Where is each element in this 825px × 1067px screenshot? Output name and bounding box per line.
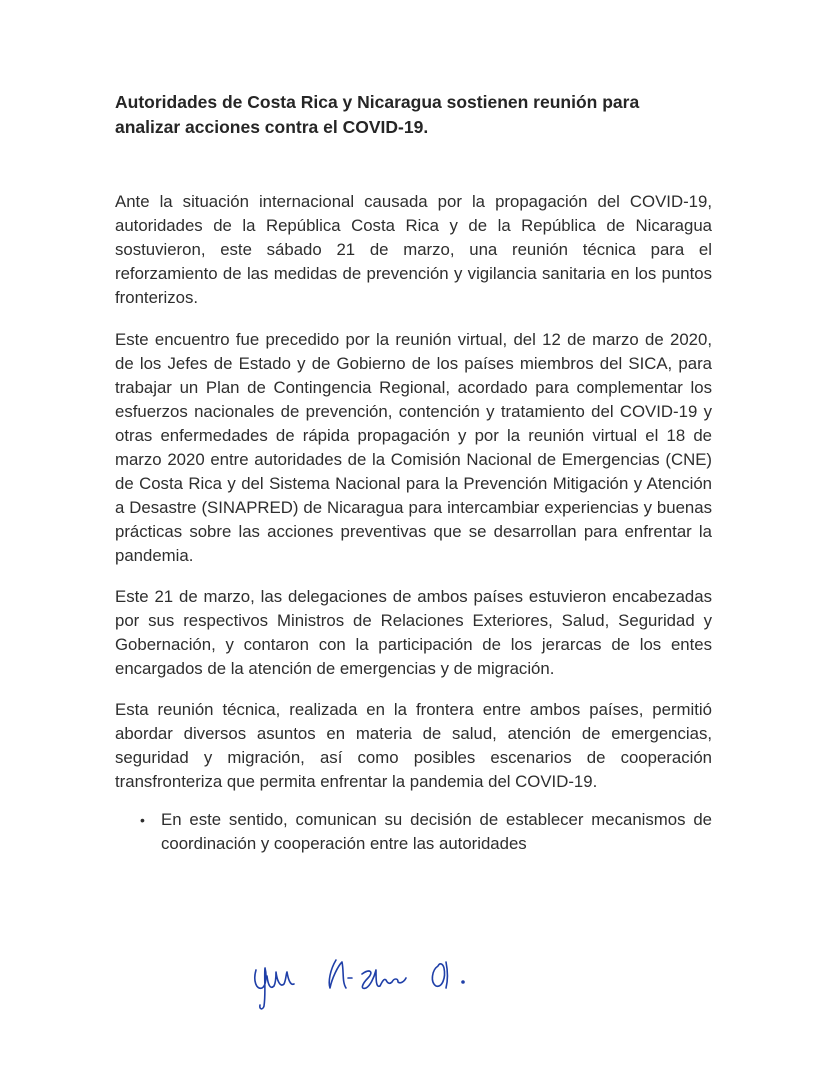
paragraph-3: Este 21 de marzo, las delegaciones de ambos países estuvieron encabezadas por sus respectivos Ministros de Relaciones Exteriores, Salud, Seguridad y Gobernación, y contaron con la participación de los jerarcas de los entes encargados de la atención de emergencias y de migración. [115,587,712,678]
title-line-2: analizar acciones contra el COVID-19. [115,117,429,137]
bullet-icon: • [140,812,145,828]
signature-stroke-1 [255,968,266,1009]
bullet-list [115,808,712,856]
paragraph-1: Ante la situación internacional causada por la propagación del COVID-19, autoridades de la República Costa Rica y de la República de Nicaragua sostuvieron, este sábado 21 de marzo, una reunión técnica para el reforzamiento de las medidas de prevención y vigilancia sanitaria en los puntos fronterizos. [115,192,712,307]
signature-stroke-5 [362,970,406,988]
paragraph-4: Esta reunión técnica, realizada en la frontera entre ambos países, permitió abordar diversos asuntos en materia de salud, atención de emergencias, seguridad y migración, así como posibles escenarios de cooperación transfronteriza que permita enfrentar la pandemia del COVID-19. [115,700,712,791]
signature-stroke-2 [267,972,294,987]
paragraph-2: Este encuentro fue precedido por la reunión virtual, del 12 de marzo de 2020, de los Jefes de Estado y de Gobierno de los países miembros del SICA, para trabajar un Plan de Contingencia Regional, acordado para complementar los esfuerzos nacionales de prevención, contención y tratamiento del COVID-19 y otras enfermedades de rápida propagación y por la reunión virtual el 18 de marzo 2020 entre autoridades de la Comisión Nacional de Emergencias (CNE) de Costa Rica y del Sistema Nacional para la Prevención Mitigación y Atención a Desastre (SINAPRED) de Nicaragua para intercambiar experiencias y buenas prácticas sobre las acciones preventivas que se desarrollan para enfrentar la pandemia. [115,330,712,565]
document-title [115,90,715,140]
signature-dot [461,980,465,984]
signature-stroke-3 [329,960,346,988]
handwritten-signatures-icon [250,948,490,1018]
bullet-text-1: En este sentido, comunican su decisión de establecer mecanismos de coordinación y cooperación entre las autoridades [161,810,712,853]
bullet-item-1 [115,808,712,856]
title-line-1: Autoridades de Costa Rica y Nicaragua sostienen reunión para [115,92,640,112]
signature-stroke-6 [432,964,444,986]
document-body [115,190,712,856]
signature-stroke-7 [446,962,448,988]
